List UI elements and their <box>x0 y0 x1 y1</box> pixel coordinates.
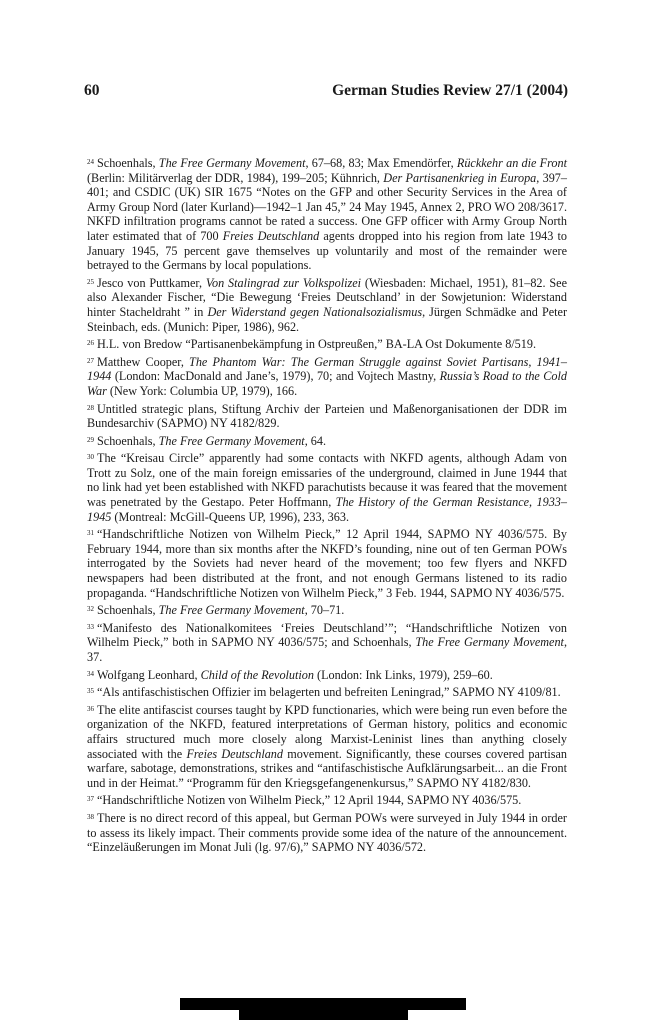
footnote-text: Schoenhals, <box>97 156 159 170</box>
footnote-text: Schoenhals, <box>97 433 159 448</box>
footnote-text: , 397–401; and CSDIC (UK) SIR 1675 “Notes on the GFP and other Security Services in the Area of Army Group Nord (later Kurland)—1942–1 Jan 45,” 24 May 1945, Annex 2, PRO WO 208/3617. NKFD infiltration programs cannot be rated a success. One GFP officer with Army Group North later estimated that of 700 <box>87 170 567 243</box>
footnote-text: , 37. <box>87 635 567 664</box>
footnote-35 <box>87 685 567 700</box>
footnote-text: , 70–71. <box>304 603 345 618</box>
footnote-title: Freies Deutschland <box>186 746 283 761</box>
footnote-number: 31 <box>87 529 94 538</box>
footnote-text: movement. Significantly, these courses covered partisan warfare, sabotage, demonstrations, strikes and “antifaschistische Aufklärungsarbeit... an die Front und in der Heimat.” “Programm für den Kriegsgefangenenkursus,” SAPMO NY 4182/830. <box>87 746 568 790</box>
footnote-text: H.L. von Bredow “Partisanenbekämpfung in Ostpreußen,” BA-LA Ost Dokumente 8/519. <box>97 337 537 352</box>
footnote-37 <box>87 793 567 808</box>
footnote-text: “Manifesto des Nationalkomitees ‘Freies Deutschland’”; “Handschriftliche Notizen von Wilhelm Pieck,” both in SAPMO NY 4036/575; and Schoenhals, <box>87 620 567 650</box>
redaction-bar <box>180 998 466 1010</box>
footnote-number: 25 <box>87 277 94 286</box>
footnote-text: The “Kreisau Circle” apparently had some contacts with NKFD agents, although Adam von Trott zu Solz, one of the main foreign emissaries of the underground, claimed in June 1944 that no link had yet been established with NKFD parachutists because it was feared that the movement was penetrated by the Gestapo. Peter Hoffmann, <box>87 451 567 510</box>
footnote-text: Untitled strategic plans, Stiftung Archiv der Parteien und Maßenorganisationen der DDR im Bundesarchiv (SAPMO) NY 4182/829. <box>87 401 567 431</box>
footnote-number: 30 <box>87 453 94 462</box>
footnote-text: , Jürgen Schmädke and Peter Steinbach, eds. (Munich: Piper, 1986), 962. <box>87 304 567 334</box>
footnote-text: (London: MacDonald and Jane’s, 1979), 70; and Vojtech Mastny, <box>111 369 440 384</box>
footnote-25 <box>87 276 567 334</box>
footnote-title: Russia’s Road to the Cold War <box>87 369 568 398</box>
footnote-27 <box>87 355 567 399</box>
footnote-31 <box>87 527 567 600</box>
footnote-text: , 67–68, 83; Max Emendörfer, <box>305 156 457 170</box>
footnote-number: 29 <box>87 435 94 444</box>
footnote-33 <box>87 621 567 665</box>
running-header <box>84 82 568 104</box>
footnote-text: “Handschriftliche Notizen von Wilhelm Pieck,” 12 April 1944, SAPMO NY 4036/575. <box>97 793 522 808</box>
footnote-number: 37 <box>87 795 94 804</box>
footnote-number: 33 <box>87 622 94 631</box>
footnote-28 <box>87 402 567 431</box>
footnote-text: Schoenhals, <box>97 603 159 618</box>
footnote-number: 36 <box>87 704 94 713</box>
footnote-title: Von Stalingrad zur Volkspolizei <box>205 275 362 290</box>
footnote-text: (Wiesbaden: Michael, 1951), 81–82. See also Alexander Fischer, “Die Bewegung ‘Freies Deutschland’ in der Sowjetunion: Widerstand hinter Stacheldraht ” in <box>87 275 568 319</box>
footnote-34 <box>87 668 567 683</box>
footnote-text: agents dropped into his region from late 1943 to January 1945, 75 percent gave themselves up voluntarily and most of the remainder were betrayed to the Germans by local populations. <box>87 228 567 273</box>
footnote-number: 32 <box>87 605 94 614</box>
footnote-title: The Free Germany Movement <box>158 433 305 448</box>
footnote-title: The Free Germany Movement <box>158 156 306 170</box>
footnote-title: Freies Deutschland <box>222 228 320 243</box>
footnote-number: 24 <box>87 158 94 166</box>
footnote-text: “Handschriftliche Notizen von Wilhelm Pieck,” 12 April 1944, SAPMO NY 4036/575. By February 1944, more than six months after the NKFD’s founding, nine out of ten German POWs interrogated by the Soviets had never heard of the movement; too few flyers and NKFD newspapers had been distributed at the front, and not enough Germans listened to its radio propaganda. “Handschriftliche Notizen von Wilhelm Pieck,” 3 Feb. 1944, SAPMO NY 4036/575. <box>87 527 567 600</box>
footnote-26 <box>87 337 567 352</box>
footnote-30 <box>87 451 567 524</box>
footnote-number: 34 <box>87 669 94 678</box>
footnote-title: The Free Germany Movement <box>415 635 564 650</box>
journal-title: German Studies Review 27/1 (2004) <box>332 82 568 99</box>
footnote-36 <box>87 703 567 791</box>
footnote-text: (Berlin: Militärverlag der DDR, 1984), 199–205; Kühnrich, <box>87 170 384 185</box>
page-number: 60 <box>84 82 100 99</box>
redaction-bar <box>239 1010 408 1020</box>
footnote-title: The Free Germany Movement <box>158 603 305 618</box>
footnote-title: The Phantom War: The German Struggle against Soviet Partisans, 1941–1944 <box>87 354 567 384</box>
footnote-number: 28 <box>87 403 94 412</box>
footnote-title: The History of the German Resistance, 1933–1945 <box>87 495 567 524</box>
footnote-text: Matthew Cooper, <box>97 354 190 369</box>
footnote-number: 38 <box>87 812 94 821</box>
footnote-title: Child of the Revolution <box>200 667 314 682</box>
footnote-text: “Als antifaschistischen Offizier im belagerten und befreiten Leningrad,” SAPMO NY 4109/81. <box>97 685 561 700</box>
footnote-text: Wolfgang Leonhard, <box>97 667 201 682</box>
footnote-title: Der Widerstand gegen Nationalsozialismus <box>207 304 423 319</box>
footnote-title: Rückkehr an die Front <box>456 156 567 170</box>
footnote-text: Jesco von Puttkamer, <box>97 275 206 290</box>
footnote-number: 26 <box>87 339 94 348</box>
footnotes-list <box>87 156 567 858</box>
footnote-text: (London: Ink Links, 1979), 259–60. <box>314 667 493 682</box>
footnote-38 <box>87 811 567 855</box>
footnote-text: There is no direct record of this appeal, but German POWs were surveyed in July 1944 in order to assess its likely impact. Their comments provide some idea of the nature of the announcement. “Einzeläußerungen im Monat Juli (lg. 97/6),” SAPMO NY 4036/572. <box>87 810 567 855</box>
footnote-title: Der Partisanenkrieg in Europa <box>383 170 537 185</box>
footnote-text: , 64. <box>304 433 327 448</box>
footnote-24 <box>87 156 567 273</box>
footnote-29 <box>87 434 567 449</box>
footnote-text: (New York: Columbia UP, 1979), 166. <box>106 383 298 398</box>
footnote-32 <box>87 603 567 618</box>
footnote-number: 27 <box>87 356 94 365</box>
footnote-number: 35 <box>87 687 94 696</box>
footnote-text: (Montreal: McGill-Queens UP, 1996), 233, 363. <box>111 509 350 524</box>
footnote-text: The elite antifascist courses taught by KPD functionaries, which were being run even before the organization of the NKFD, featured interpretations of German history, politics and economic affairs structured much more closely along Marxist-Leninist lines than anything closely associated with the <box>87 702 567 761</box>
